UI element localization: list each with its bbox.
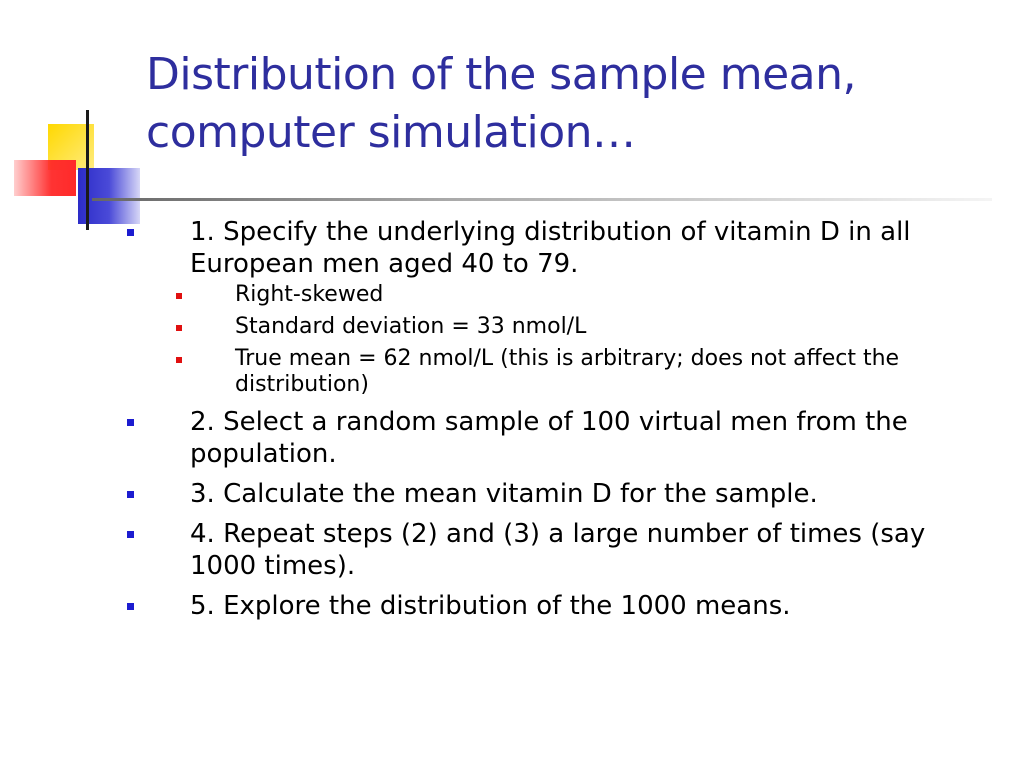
list-item-step-3: [120, 478, 980, 510]
vertical-line-decoration: [86, 110, 89, 230]
square-bullet-icon: [127, 229, 134, 236]
list-item-text: 5. Explore the distribution of the 1000 means.: [190, 591, 791, 621]
sub-list-item: [190, 346, 980, 398]
sub-list-item-text: Right-skewed: [235, 282, 384, 307]
square-bullet-icon: [127, 419, 134, 426]
list-item-text: 2. Select a random sample of 100 virtual men from the population.: [190, 407, 908, 469]
list-item-step-4: [120, 518, 980, 582]
title-underline-rule: [92, 198, 992, 201]
list-item-step-5: [120, 590, 980, 622]
slide-title: [146, 46, 1006, 162]
list-item-text: 1. Specify the underlying distribution of vitamin D in all European men aged 40 to 79.: [190, 217, 911, 279]
sub-bullet-list: [190, 282, 980, 398]
list-item-step-1: [120, 216, 980, 398]
bullet-list: [120, 216, 980, 622]
square-bullet-icon: [176, 357, 182, 363]
sub-list-item-text: True mean = 62 nmol/L (this is arbitrary; does not affect the distribution): [235, 346, 900, 397]
decorative-corner-graphic: [0, 0, 140, 230]
red-gradient-decoration: [14, 160, 76, 196]
square-bullet-icon: [176, 293, 182, 299]
square-bullet-icon: [127, 603, 134, 610]
title-line-2: computer simulation…: [146, 107, 636, 158]
sub-list-item: [190, 282, 980, 308]
title-line-1: Distribution of the sample mean,: [146, 49, 856, 100]
list-item-step-2: [120, 406, 980, 470]
slide-body: [120, 216, 980, 630]
list-item-text: 3. Calculate the mean vitamin D for the sample.: [190, 479, 818, 509]
square-bullet-icon: [127, 531, 134, 538]
list-item-text: 4. Repeat steps (2) and (3) a large number of times (say 1000 times).: [190, 519, 926, 581]
square-bullet-icon: [176, 325, 182, 331]
square-bullet-icon: [127, 491, 134, 498]
sub-list-item-text: Standard deviation = 33 nmol/L: [235, 314, 587, 339]
sub-list-item: [190, 314, 980, 340]
